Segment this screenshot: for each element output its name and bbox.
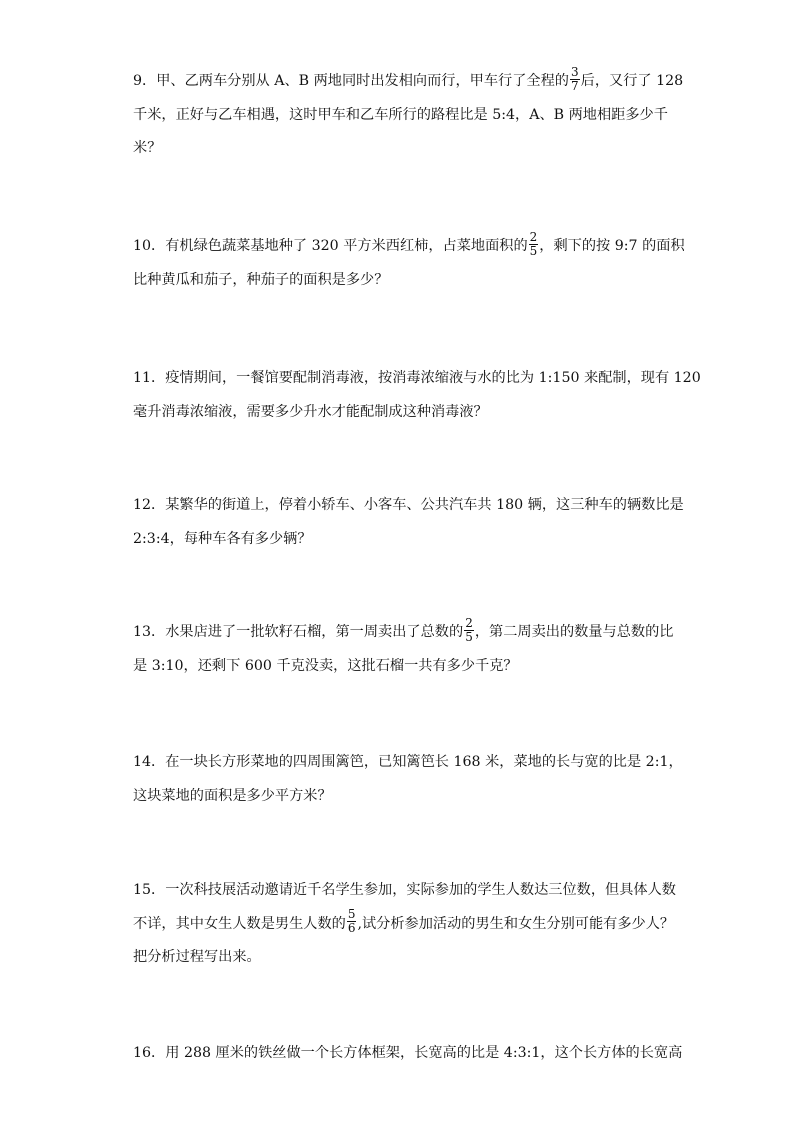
question-line: 千米，正好与乙车相遇，这时甲车和乙车所行的路程比是 5:4，A、B 两地相距多少千 xyxy=(133,106,668,123)
question-line: 米？ xyxy=(133,140,162,156)
fraction-denominator: 6 xyxy=(347,921,356,935)
fraction-numerator: 2 xyxy=(465,615,473,630)
question-line: 是 3:10，还剩下 600 千克没卖，这批石榴一共有多少千克？ xyxy=(133,657,518,674)
question-line: 15．一次科技展活动邀请近千名学生参加，实际参加的学生人数达三位数，但具体人数 xyxy=(133,882,676,898)
question-12 xyxy=(133,489,684,556)
fraction xyxy=(347,908,357,935)
question-text: 不详，其中女生人数是男生人数的 xyxy=(133,915,346,932)
question-text: 9．甲、乙两车分别从 A、B 两地同时出发相向而行，甲车行了全程的 xyxy=(133,73,569,89)
question-line xyxy=(133,64,684,99)
question-text: ,试分析参加活动的男生和女生分别可能有多少人？ xyxy=(357,915,675,932)
fraction-denominator: 7 xyxy=(570,78,579,93)
question-line: 2:3:4，每种车各有多少辆？ xyxy=(133,530,312,547)
fraction xyxy=(464,617,474,644)
question-line xyxy=(133,907,675,942)
question-line: 14．在一块长方形菜地的四周围篱笆，已知篱笆长 168 米，菜地的长与宽的比是 2:1， xyxy=(133,754,683,770)
question-text: 后，又行了 128 xyxy=(580,73,684,89)
fraction-denominator: 5 xyxy=(529,243,538,258)
fraction xyxy=(570,66,580,93)
question-text: ，剩下的按 9:7 的面积 xyxy=(539,238,685,254)
question-line: 11．疫情期间，一餐馆要配制消毒液，按消毒浓缩液与水的比为 1:150 来配制，现有 120 xyxy=(133,370,701,386)
question-line: 12．某繁华的街道上，停着小轿车、小客车、公共汽车共 180 辆，这三种车的辆数比是 xyxy=(133,497,684,513)
question-line: 16．用 288 厘米的铁丝做一个长方体框架，长宽高的比是 4:3:1，这个长方体的长宽高 xyxy=(133,1045,683,1061)
question-13 xyxy=(133,615,674,683)
fraction-numerator: 5 xyxy=(347,907,356,921)
question-16 xyxy=(133,1037,683,1071)
question-line xyxy=(133,229,685,264)
question-line: 这块菜地的面积是多少平方米？ xyxy=(133,787,332,804)
fraction-denominator: 5 xyxy=(465,629,473,644)
question-text: ，第二周卖出的数量与总数的比 xyxy=(474,624,674,640)
question-10 xyxy=(133,229,685,297)
fraction-numerator: 2 xyxy=(529,229,538,244)
fraction-numerator: 3 xyxy=(570,64,579,79)
question-line: 把分析过程写出来。 xyxy=(133,949,261,965)
question-line xyxy=(133,615,674,650)
question-text: 13．水果店进了一批软籽石榴，第一周卖出了总数的 xyxy=(133,624,464,640)
fraction xyxy=(529,231,539,258)
question-9 xyxy=(133,64,684,166)
question-14 xyxy=(133,746,683,813)
question-11 xyxy=(133,362,701,429)
question-text: 10．有机绿色蔬菜基地种了 320 平方米西红柿，占菜地面积的 xyxy=(133,238,528,254)
question-line: 毫升消毒浓缩液，需要多少升水才能配制成这种消毒液？ xyxy=(133,403,488,420)
question-line: 比种黄瓜和茄子，种茄子的面积是多少？ xyxy=(133,271,389,288)
question-15 xyxy=(133,874,676,975)
